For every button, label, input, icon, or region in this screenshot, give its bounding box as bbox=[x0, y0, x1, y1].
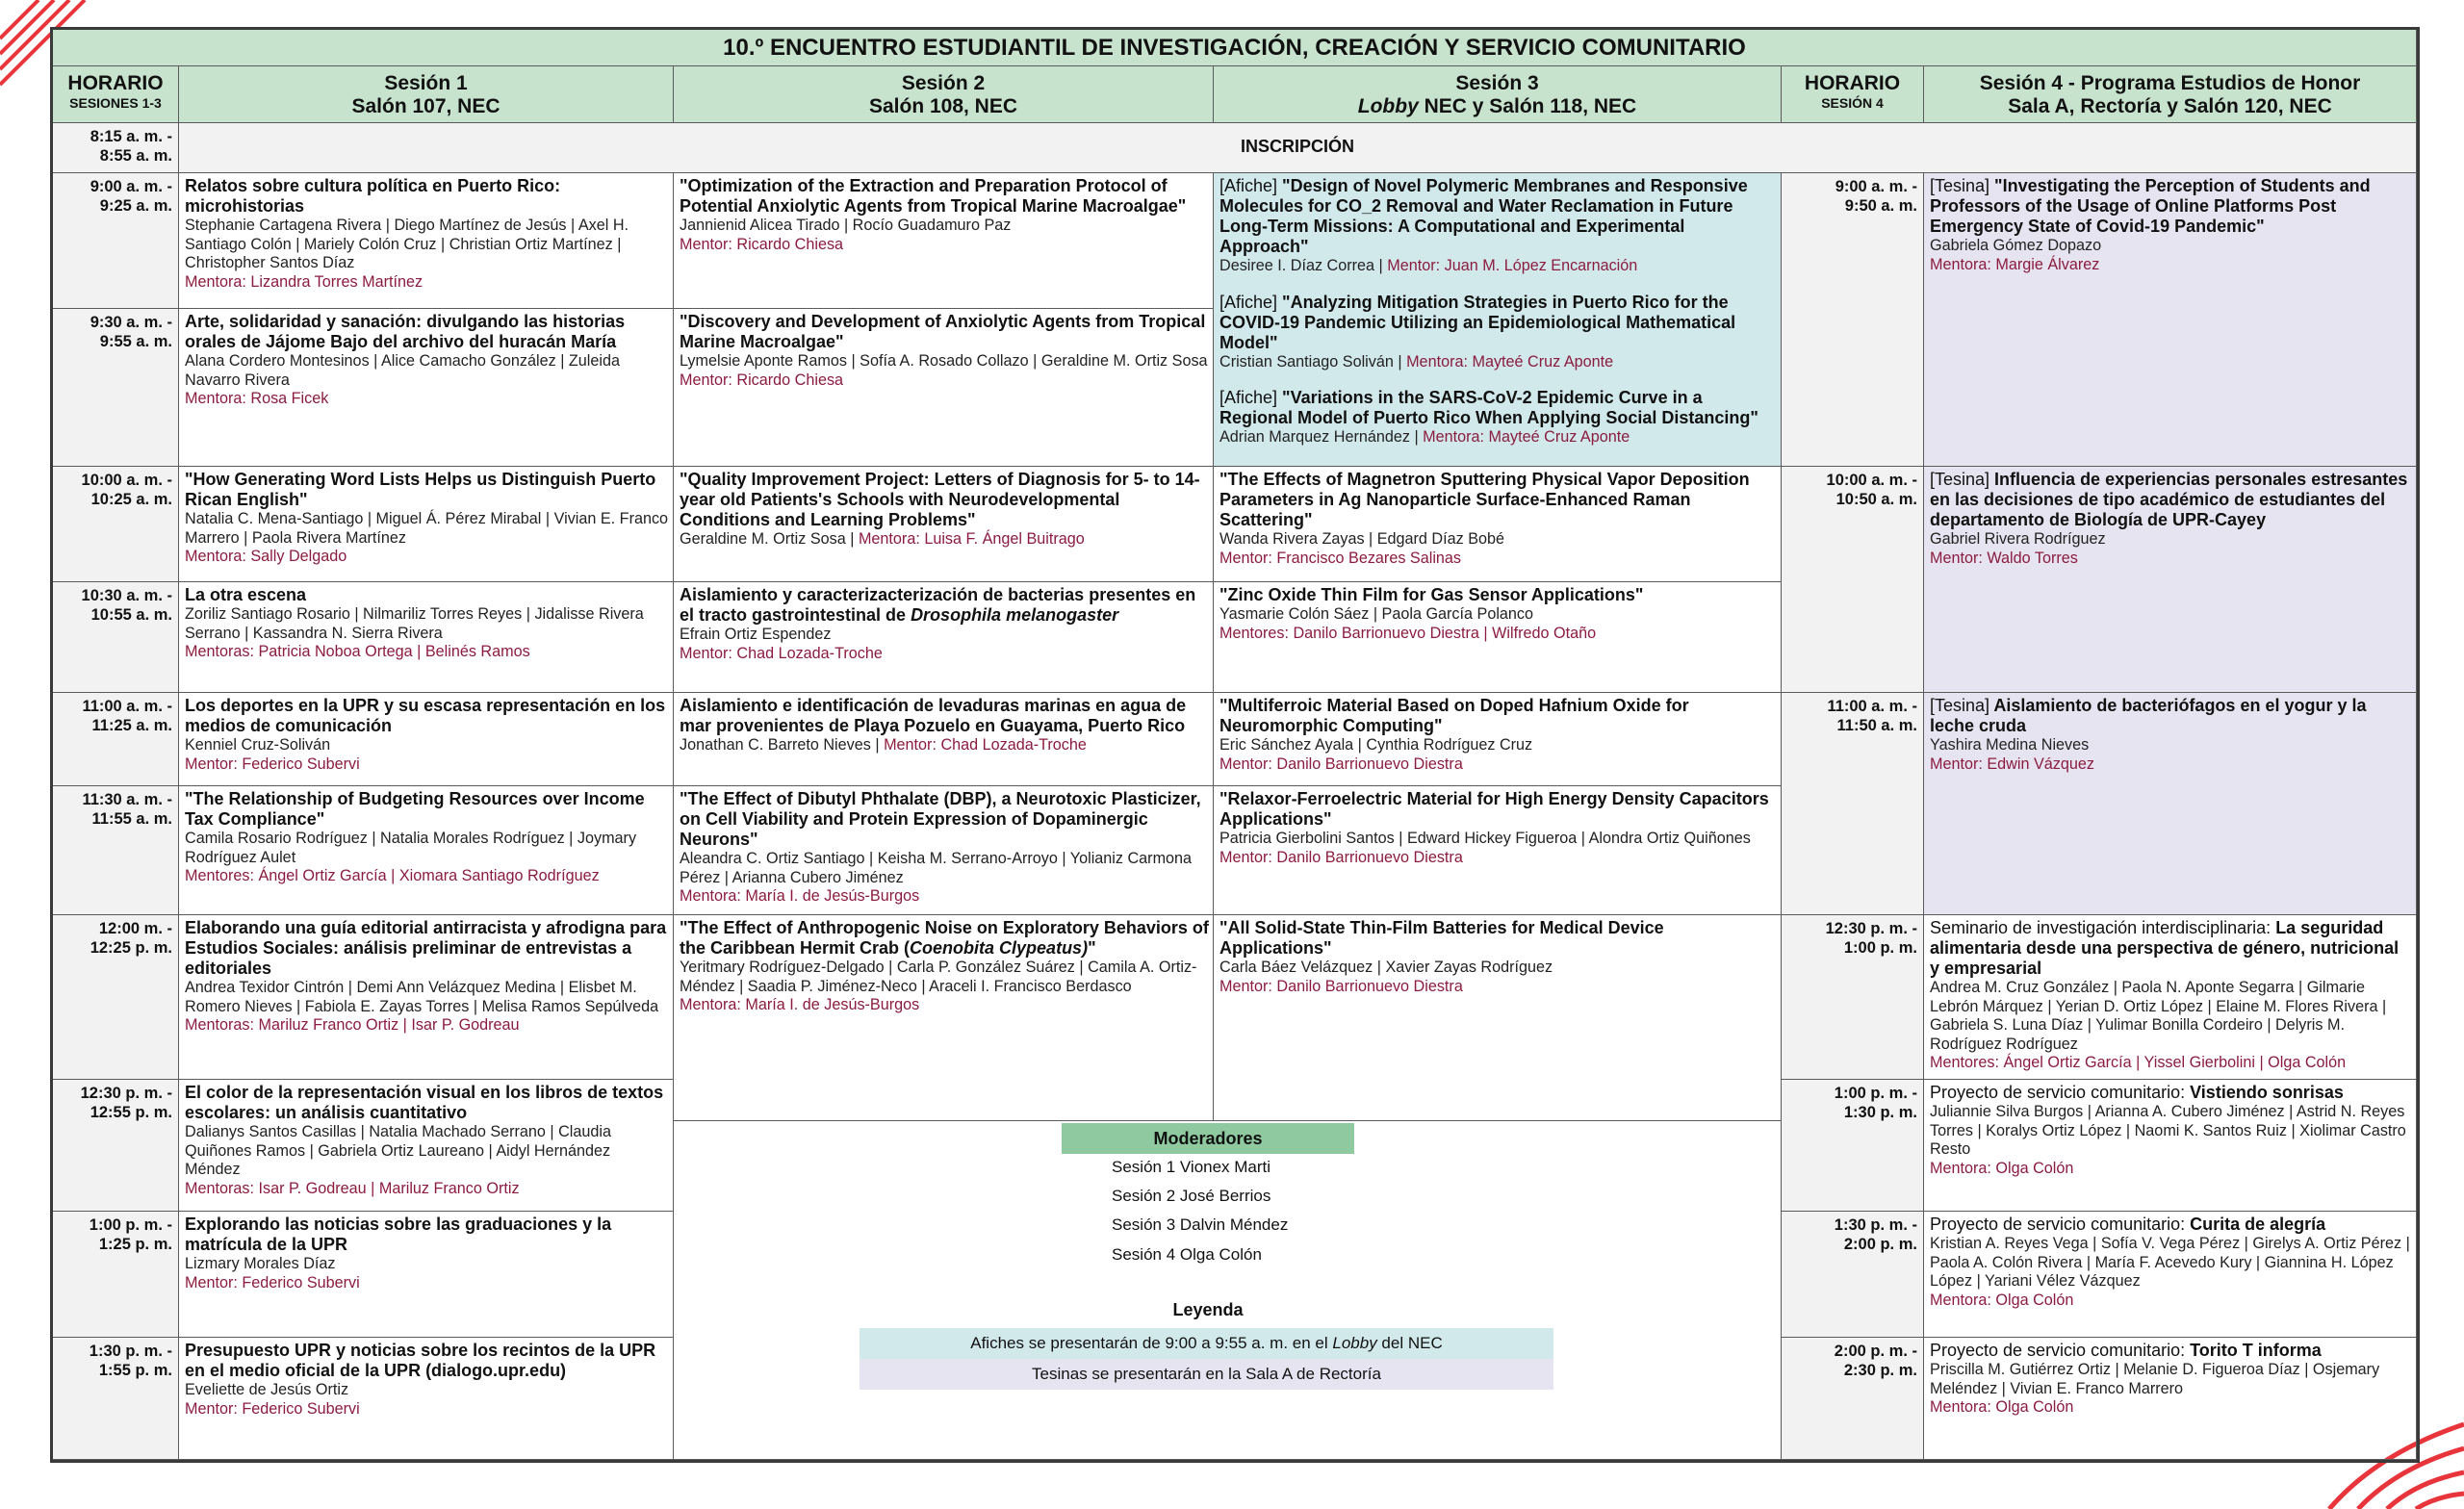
session-2-entry: "The Effect of Anthropogenic Noise on Exploratory Behaviors of the Caribbean Hermit Crab (Coenobita Clypeatus)" Yeritmary Rodríguez-Delgado | Carla P. González Suárez | Camila A. Ortiz-Méndez | Saadia P. Jiménez-Neco | Araceli I. Francisco Berdasco Mentora: María I. de Jesús-Burgos bbox=[674, 915, 1214, 1121]
time-slot: 1:30 p. m. - 1:55 p. m. bbox=[53, 1338, 179, 1460]
time-slot: 9:00 a. m. - 9:25 a. m. bbox=[53, 173, 179, 309]
header-horario-sesiones-1-3: HORARIO SESIONES 1-3 bbox=[53, 66, 179, 123]
session-2-entry: "The Effect of Dibutyl Phthalate (DBP), a Neurotoxic Plasticizer, on Cell Viability and Protein Expression of Dopaminergic Neurons" Aleandra C. Ortiz Santiago | Keisha M. Serrano-Arroyo | Yolianiz Carmona Pérez | Arianna Cubero Jiménez Mentora: María I. de Jesús-Burgos bbox=[674, 786, 1214, 915]
session-1-entry: El color de la representación visual en los libros de textos escolares: un análisis cuantitativo Dalianys Santos Casillas | Natalia Machado Serrano | Claudia Quiñones Ramos | Gabriela Ortiz Laureano | Aidyl Hernández Méndez Mentoras: Isar P. Godreau | Mariluz Franco Ortiz bbox=[179, 1080, 674, 1212]
time-slot: 1:00 p. m. - 1:25 p. m. bbox=[53, 1212, 179, 1338]
moderator-item: Sesión 4 Olga Colón bbox=[1112, 1245, 1262, 1264]
time-slot-sesion-4: 1:30 p. m. - 2:00 p. m. bbox=[1782, 1212, 1924, 1338]
event-title: 10.º ENCUENTRO ESTUDIANTIL DE INVESTIGACIÓN, CREACIÓN Y SERVICIO COMUNITARIO bbox=[53, 30, 2417, 66]
session-4-entry: Seminario de investigación interdisciplinaria: La seguridad alimentaria desde una perspectiva de género, nutricional y empresarial Andrea M. Cruz González | Paola N. Aponte Segarra | Gilmarie Lebrón Márquez | Yerian D. Ortiz López | Elaine M. Flores Rivera | Gabriela S. Luna Díaz | Yulimar Bonilla Cordeiro | Delyris M. Rodríguez Rodríguez Mentores: Ángel Ortiz García | Yissel Gierbolini | Olga Colón bbox=[1924, 915, 2417, 1080]
header-sesion-4: Sesión 4 - Programa Estudios de Honor Sala A, Rectoría y Salón 120, NEC bbox=[1924, 66, 2417, 123]
moderator-item: Sesión 2 José Berrios bbox=[1112, 1187, 1271, 1205]
legend-tesinas: Tesinas se presentarán en la Sala A de Rectoría bbox=[860, 1359, 1553, 1390]
session-3-entry: "Relaxor-Ferroelectric Material for High Energy Density Capacitors Applications" Patricia Gierbolini Santos | Edward Hickey Figueroa | Alondra Ortiz Quiñones Mentor: Danilo Barrionuevo Diestra bbox=[1214, 786, 1782, 915]
session-4-entry: [Tesina] "Investigating the Perception of Students and Professors of the Usage of Online Platforms Post Emergency State of Covid-19 Pandemic" Gabriela Gómez Dopazo Mentora: Margie Álvarez bbox=[1924, 173, 2417, 467]
time-slot: 9:30 a. m. - 9:55 a. m. bbox=[53, 309, 179, 467]
session-2-entry: Aislamiento y caracterizacterización de bacterias presentes en el tracto gastrointestinal de Drosophila melanogaster Efrain Ortiz Espendez Mentor: Chad Lozada-Troche bbox=[674, 582, 1214, 693]
header-sesion-1: Sesión 1 Salón 107, NEC bbox=[179, 66, 674, 123]
time-slot-sesion-4: 1:00 p. m. - 1:30 p. m. bbox=[1782, 1080, 1924, 1212]
time-slot-sesion-4: 9:00 a. m. - 9:50 a. m. bbox=[1782, 173, 1924, 467]
session-4-entry: Proyecto de servicio comunitario: Curita de alegría Kristian A. Reyes Vega | Sofía V. Vega Pérez | Girelys A. Ortiz Pérez | Paola A. Colón Rivera | María F. Acevedo Kury | Giannina H. López López | Yariani Vélez Vázquez Mentora: Olga Colón bbox=[1924, 1212, 2417, 1338]
session-1-entry: Relatos sobre cultura política en Puerto Rico: microhistorias Stephanie Cartagena Rivera | Diego Martínez de Jesús | Axel H. Santiago Colón | Mariely Colón Cruz | Christian Ortiz Martínez | Christopher Santos Díaz Mentora: Lizandra Torres Martínez bbox=[179, 173, 674, 309]
session-1-entry: La otra escena Zoriliz Santiago Rosario | Nilmariliz Torres Reyes | Jidalisse Rivera Serrano | Kassandra N. Sierra Rivera Mentoras: Patricia Noboa Ortega | Belinés Ramos bbox=[179, 582, 674, 693]
inscripcion-label: INSCRIPCIÓN bbox=[179, 123, 2417, 173]
legend-afiches: Afiches se presentarán de 9:00 a 9:55 a. m. en el Lobby del NEC bbox=[860, 1328, 1553, 1359]
legend-title: Leyenda bbox=[1172, 1300, 1244, 1319]
header-horario-sesion-4: HORARIO SESIÓN 4 bbox=[1782, 66, 1924, 123]
session-4-entry: [Tesina] Influencia de experiencias personales estresantes en las decisiones de tipo académico de estudiantes del departamento de Biología de UPR-Cayey Gabriel Rivera Rodríguez Mentor: Waldo Torres bbox=[1924, 467, 2417, 693]
time-slot: 11:00 a. m. - 11:25 a. m. bbox=[53, 693, 179, 786]
time-slot: 11:30 a. m. - 11:55 a. m. bbox=[53, 786, 179, 915]
time-inscripcion: 8:15 a. m. - 8:55 a. m. bbox=[53, 123, 179, 173]
time-slot-sesion-4: 10:00 a. m. - 10:50 a. m. bbox=[1782, 467, 1924, 693]
session-2-entry: "Quality Improvement Project: Letters of Diagnosis for 5- to 14-year old Patients's Schools with Neurodevelopmental Conditions and Learning Problems" Geraldine M. Ortiz Sosa | Mentora: Luisa F. Ángel Buitrago bbox=[674, 467, 1214, 582]
time-slot-sesion-4: 2:00 p. m. - 2:30 p. m. bbox=[1782, 1338, 1924, 1460]
time-slot: 12:00 m. - 12:25 p. m. bbox=[53, 915, 179, 1080]
time-slot: 12:30 p. m. - 12:55 p. m. bbox=[53, 1080, 179, 1212]
session-2-entry: "Discovery and Development of Anxiolytic Agents from Tropical Marine Macroalgae" Lymelsie Aponte Ramos | Sofía A. Rosado Collazo | Geraldine M. Ortiz Sosa Mentor: Ricardo Chiesa bbox=[674, 309, 1214, 467]
session-1-entry: Explorando las noticias sobre las graduaciones y la matrícula de la UPR Lizmary Morales Díaz Mentor: Federico Subervi bbox=[179, 1212, 674, 1338]
session-1-entry: Presupuesto UPR y noticias sobre los recintos de la UPR en el medio oficial de la UPR (dialogo.upr.edu) Eveliette de Jesús Ortiz Mentor: Federico Subervi bbox=[179, 1338, 674, 1460]
session-2-entry: Aislamiento e identificación de levaduras marinas en agua de mar provenientes de Playa Pozuelo en Guayama, Puerto Rico Jonathan C. Barreto Nieves | Mentor: Chad Lozada-Troche bbox=[674, 693, 1214, 786]
session-1-entry: Los deportes en la UPR y su escasa representación en los medios de comunicación Kenniel Cruz-Soliván Mentor: Federico Subervi bbox=[179, 693, 674, 786]
session-2-entry: "Optimization of the Extraction and Preparation Protocol of Potential Anxiolytic Agents from Tropical Marine Macroalgae" Jannienid Alicea Tirado | Rocío Guadamuro Paz Mentor: Ricardo Chiesa bbox=[674, 173, 1214, 309]
header-sesion-2: Sesión 2 Salón 108, NEC bbox=[674, 66, 1214, 123]
moderator-item: Sesión 1 Vionex Marti bbox=[1112, 1158, 1271, 1176]
time-slot: 10:00 a. m. - 10:25 a. m. bbox=[53, 467, 179, 582]
session-4-entry: Proyecto de servicio comunitario: Vistiendo sonrisas Juliannie Silva Burgos | Arianna A. Cubero Jiménez | Astrid N. Reyes Torres | Koralys Ortiz López | Naomi K. Santos Ruiz | Xiolimar Castro Resto Mentora: Olga Colón bbox=[1924, 1080, 2417, 1212]
session-1-entry: Arte, solidaridad y sanación: divulgando las historias orales de Jájome Bajo del archivo del huracán María Alana Cordero Montesinos | Alice Camacho González | Zuleida Navarro Rivera Mentora: Rosa Ficek bbox=[179, 309, 674, 467]
session-1-entry: "How Generating Word Lists Helps us Distinguish Puerto Rican English" Natalia C. Mena-Santiago | Miguel Á. Pérez Mirabal | Vivian E. Franco Marrero | Paola Rivera Martínez Mentora: Sally Delgado bbox=[179, 467, 674, 582]
time-slot-sesion-4: 12:30 p. m. - 1:00 p. m. bbox=[1782, 915, 1924, 1080]
session-3-entry: "All Solid-State Thin-Film Batteries for Medical Device Applications" Carla Báez Velázquez | Xavier Zayas Rodríguez Mentor: Danilo Barrionuevo Diestra bbox=[1214, 915, 1782, 1121]
session-1-entry: Elaborando una guía editorial antirracista y afrodigna para Estudios Sociales: análisis preliminar de entrevistas a editoriales Andrea Texidor Cintrón | Demi Ann Velázquez Medina | Elisbet M. Romero Nieves | Fabiola E. Zayas Torres | Melisa Ramos Sepúlveda Mentoras: Mariluz Franco Ortiz | Isar P. Godreau bbox=[179, 915, 674, 1080]
moderators-title: Moderadores bbox=[1062, 1123, 1354, 1154]
session-4-entry: Proyecto de servicio comunitario: Torito T informa Priscilla M. Gutiérrez Ortiz | Melanie D. Figueroa Díaz | Osjemary Meléndez | Vivian E. Franco Marrero Mentora: Olga Colón bbox=[1924, 1338, 2417, 1460]
moderator-item: Sesión 3 Dalvin Méndez bbox=[1112, 1215, 1289, 1234]
time-slot: 10:30 a. m. - 10:55 a. m. bbox=[53, 582, 179, 693]
schedule-table bbox=[50, 27, 2420, 1463]
session-3-entry: "Multiferroic Material Based on Doped Hafnium Oxide for Neuromorphic Computing" Eric Sánchez Ayala | Cynthia Rodríguez Cruz Mentor: Danilo Barrionuevo Diestra bbox=[1214, 693, 1782, 786]
session-3-entry: "Zinc Oxide Thin Film for Gas Sensor Applications" Yasmarie Colón Sáez | Paola García Polanco Mentores: Danilo Barrionuevo Diestra | Wilfredo Otaño bbox=[1214, 582, 1782, 693]
session-1-entry: "The Relationship of Budgeting Resources over Income Tax Compliance" Camila Rosario Rodríguez | Natalia Morales Rodríguez | Joymary Rodríguez Aulet Mentores: Ángel Ortiz García | Xiomara Santiago Rodríguez bbox=[179, 786, 674, 915]
header-sesion-3: Sesión 3 Lobby NEC y Salón 118, NEC bbox=[1214, 66, 1782, 123]
session-4-entry: [Tesina] Aislamiento de bacteriófagos en el yogur y la leche cruda Yashira Medina Nieves Mentor: Edwin Vázquez bbox=[1924, 693, 2417, 915]
session-3-poster-block: [Afiche] "Design of Novel Polymeric Membranes and Responsive Molecules for CO_2 Removal and Water Reclamation in Future Long-Term Missions: A Computational and Experimental Approach" Desiree I. Díaz Correa | Mentor: Juan M. López Encarnación [Afiche] "Analyzing Mitigation Strategies in Puerto Rico for the COVID-19 Pandemic Utilizing an Epidemiological Mathematical Model" Cristian Santiago Soliván | Mentora: Mayteé Cruz Aponte [Afiche] "Variations in the SARS-CoV-2 Epidemic Curve in a Regional Model of Puerto Rico When Applying Social Distancing" Adrian Marquez Hernández | Mentora: Mayteé Cruz Aponte bbox=[1214, 173, 1782, 467]
session-3-entry: "The Effects of Magnetron Sputtering Physical Vapor Deposition Parameters in Ag Nanoparticle Surface-Enhanced Raman Scattering" Wanda Rivera Zayas | Edgard Díaz Bobé Mentor: Francisco Bezares Salinas bbox=[1214, 467, 1782, 582]
time-slot-sesion-4: 11:00 a. m. - 11:50 a. m. bbox=[1782, 693, 1924, 915]
